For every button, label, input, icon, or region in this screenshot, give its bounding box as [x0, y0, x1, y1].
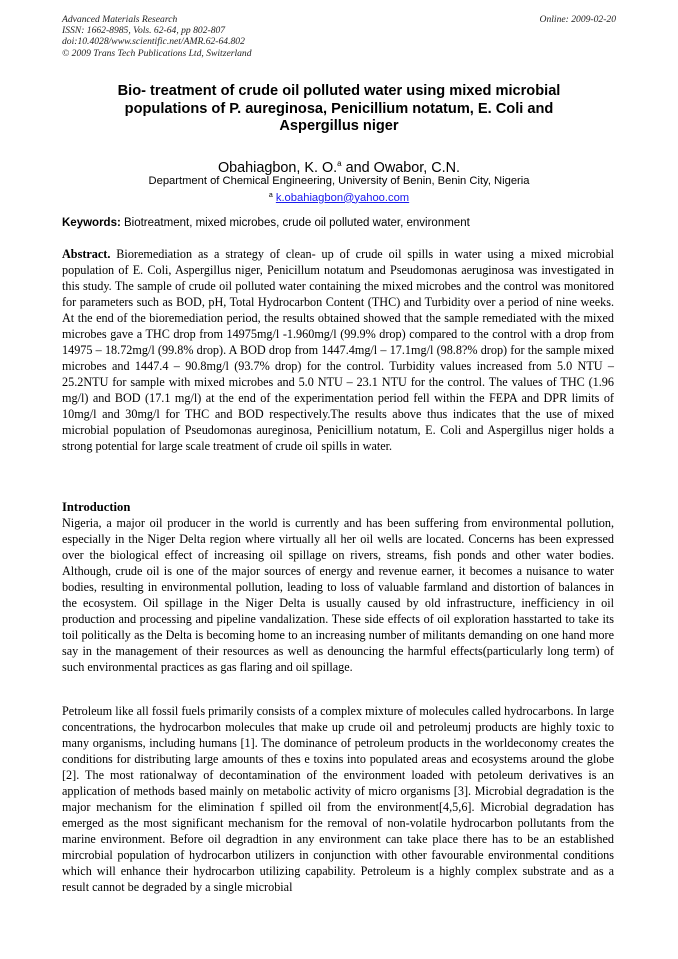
paper-title: [62, 83, 616, 136]
title-line-2: populations of P. aureginosa, Penicillium notatum, E. Coli and: [124, 100, 554, 117]
introduction-heading: Introduction: [62, 500, 131, 514]
author-first: Obahiagbon, K. O.: [217, 160, 338, 176]
email-link[interactable]: k.obahiagbon@yahoo.com: [275, 191, 410, 204]
abstract-text: Bioremediation as a strategy of clean- up of crude oil spills in water using a mixed microbial population of E. Coli, Aspergillus niger, Penicillum notatum and Pseudomonas aeruginosa was investigated in this study. The sample of crude oil polluted water containing the mixed microbes and the control was monitored for parameters such as BOD, pH, Total Hydrocarbon Content (THC) and Turbidity over a period of nine weeks. At the end of the bioremediation period, the results obtained showed that the sample remediated with the mixed microbes gave a THC drop from 14975mg/l -1.960mg/l (99.9% drop) compared to the control with a drop from 14975 – 18.72mg/l (99.8% drop). A BOD drop from 1447.4mg/l – 17.1mg/l (98.8?% drop) for the sample mixed microbes and 1447.4 – 90.8mg/l (93.7% drop) for the control. Turbidity values increased from 5.0 NTU – 25.2NTU for sample with mixed microbes and 5.0 NTU – 23.1 NTU for the control. The values of THC (1.96 mg/l) and BOD (17.1 mg/l) at the end of the experimentation period fell within the FEPA and DPR limits of 10mg/l and 30mg/l for THC and BOD respectively.The results above thus indicates that the use of mixed microbial population of Pseudomonas aureginosa, Penicillium notatum, E. Coli and Aspergillus niger holds a strong potential for large scale treatment of crude oil spills in water.: [62, 247, 614, 453]
keywords-label: Keywords:: [62, 217, 121, 229]
journal-name: Advanced Materials Research: [62, 14, 178, 25]
author-rest: and Owabor, C.N.: [341, 160, 461, 176]
online-date: Online: 2009-02-20: [539, 14, 616, 25]
authors: [62, 155, 616, 177]
doi-line: doi:10.4028/www.scientific.net/AMR.62-64.802: [62, 36, 245, 48]
affiliation: [62, 175, 616, 205]
journal-header: [62, 14, 616, 59]
issn-line: ISSN: 1662-8985, Vols. 62-64, pp 802-807: [62, 25, 226, 37]
email-sup: a: [268, 191, 273, 199]
copyright-line: © 2009 Trans Tech Publications Ltd, Switzerland: [62, 47, 252, 59]
abstract: [62, 246, 614, 454]
email-line: [62, 189, 616, 206]
keywords: [62, 216, 616, 230]
title-line-1: Bio- treatment of crude oil polluted water using mixed microbial: [117, 83, 561, 99]
keywords-text: Biotreatment, mixed microbes, crude oil polluted water, environment: [120, 217, 470, 229]
abstract-label: Abstract.: [62, 247, 111, 261]
intro-paragraph-2: Petroleum like all fossil fuels primarily consists of a complex mixture of molecules called hydrocarbons. In large concentrations, the hydrocarbon molecules that make up crude oil and petroleumj products are highly toxic to many organisms, including humans [1]. The dominance of petroleum products in the worldeconomy creates the conditions for distributing large amounts of thes e toxins into populated areas and ecosystems around the globe [2]. The most rationalway of decontamination of the environment loaded with petoleum derivatives is an application of methods based mainly on metabolic activity of micro organisms [3]. Microbial degradation is the major mechanism for the elimination f spilled oil from the environment[4,5,6]. Microbial degradation has emerged as the most significant mechanism for the removal of non-volatile hydrocarbon pollutants from the marine environment. Before oil degradtion in any environment can take place there has to be an established mircrobial population of hydrocarbon utilizers in conjunction with other favourable environmental conditions which will enhance their hydrocarbon utilizing capability. Petroleum is a highly complex substrate and as a result cannot be degraded by a single microbial: [62, 704, 614, 894]
author-first-sup: a: [337, 159, 342, 168]
department: Department of Chemical Engineering, University of Benin, Benin City, Nigeria: [148, 175, 530, 187]
intro-paragraph-1: Nigeria, a major oil producer in the world is currently and has been suffering from environmental pollution, especially in the Niger Delta region where virtually all her oil wells are located. Concerns has been expressed over the biological effect of increasing oil spillage on rivers, streams, fish ponds and other water bodies. Although, crude oil is one of the major sources of energy and revenue earner, it becomes a nuisance to water bodies, resulting in environmental pollution, leading to loss of valuable farmland and distortion of balances in the ecosystem. Oil spillage in the Niger Delta is usually caused by old infrastructure, inefficiency in oil production and processing and pipeline vandalization. These side effects of oil exploration hasstarted to take its toil politically as the Delta is becoming home to an increasing number of militants demanding on one hand more say in the management of their resources as well as denouncing the harmful effects(particularly long term) of such environmental practices as gas flaring and oil spillage.: [62, 516, 614, 674]
title-line-3: Aspergillus niger: [279, 118, 399, 135]
